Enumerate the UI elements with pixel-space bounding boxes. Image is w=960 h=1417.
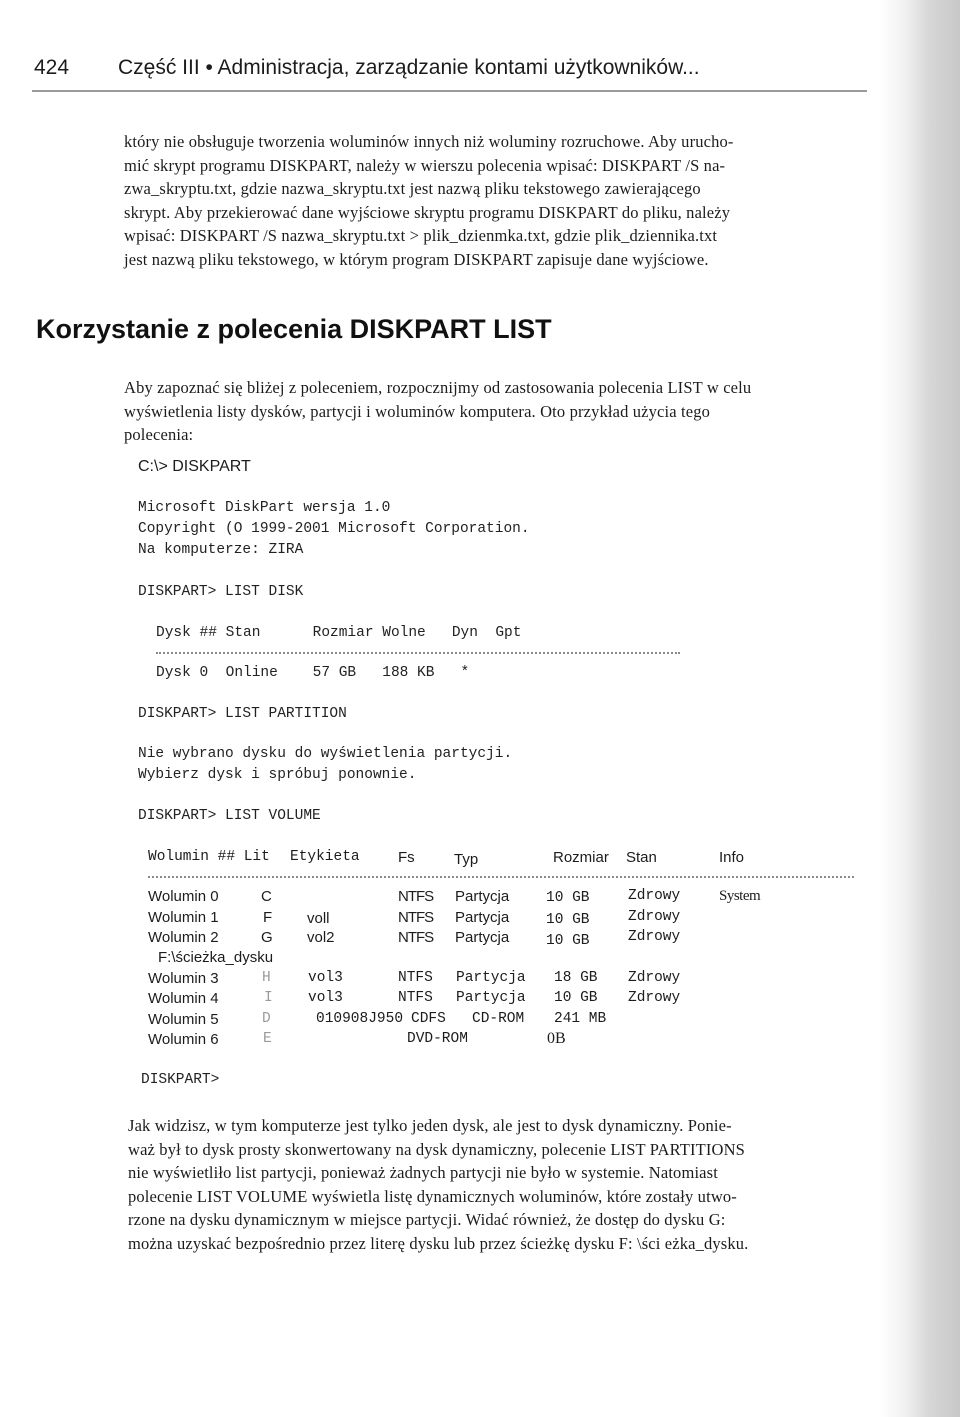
volume-fs: NTFS xyxy=(398,970,433,986)
text-line: mić skrypt programu DISKPART, należy w wierszu polecenia wpisać: DISKPART /S na- xyxy=(124,155,726,175)
volume-table-separator xyxy=(148,876,854,878)
volume-header-size: Rozmiar xyxy=(553,849,609,866)
volume-label: voll xyxy=(307,910,330,927)
prompt-list-disk: DISKPART> LIST DISK xyxy=(138,584,304,600)
text-line: można uzyskać bezpośrednio przez literę dysku lub przez ścieżkę dysku F: \ści eżka_dysku. xyxy=(128,1233,749,1253)
volume-status: Zdrowy xyxy=(628,970,681,986)
volume-letter: E xyxy=(263,1031,272,1047)
volume-size: 18 GB xyxy=(554,970,598,986)
volume-status: Zdrowy xyxy=(628,929,681,945)
disk-table-header: Dysk ## Stan Rozmiar Wolne Dyn Gpt xyxy=(156,625,522,641)
volume-type: Partycja xyxy=(455,909,510,926)
console-banner-2: Copyright (O 1999-2001 Microsoft Corporation. xyxy=(138,521,530,537)
volume-status: Zdrowy xyxy=(628,909,681,925)
section-heading: Korzystanie z polecenia DISKPART LIST xyxy=(36,314,552,344)
volume-type: Partycja xyxy=(456,990,526,1006)
volume-label: vol2 xyxy=(307,929,335,946)
running-header xyxy=(34,56,864,84)
volume-name: Wolumin 6 xyxy=(148,1031,219,1048)
volume-type: DVD-ROM xyxy=(407,1031,468,1047)
volume-fs: NTFS xyxy=(398,990,433,1006)
volume-letter: C xyxy=(261,888,272,905)
volume-type: Partycja xyxy=(455,929,510,946)
volume-size: 10 GB xyxy=(546,933,590,949)
volume-header-fs: Fs xyxy=(398,849,415,866)
volume-header-number-letter: Wolumin ## Lit xyxy=(148,849,270,865)
volume-name: Wolumin 0 xyxy=(148,888,219,905)
final-prompt: DISKPART> xyxy=(141,1072,220,1088)
console-banner-1: Microsoft DiskPart wersja 1.0 xyxy=(138,500,391,516)
volume-fs: CDFS xyxy=(411,1011,446,1027)
text-line: polecenia: xyxy=(124,425,194,445)
text-line: który nie obsługuje tworzenia woluminów innych niż woluminy rozruchowe. Aby urucho- xyxy=(124,132,734,151)
text-line: jest nazwą pliku tekstowego, w którym program DISKPART zapisuje dane wyjściowe. xyxy=(124,249,709,269)
volume-letter: D xyxy=(262,1011,271,1027)
volume-letter: H xyxy=(262,970,271,986)
chapter-title: Część III • Administracja, zarządzanie kontami użytkowników... xyxy=(118,56,700,79)
disk-table-separator xyxy=(156,652,680,654)
volume-type: CD-ROM xyxy=(472,1011,525,1027)
intro-paragraph xyxy=(124,130,866,272)
volume-name: Wolumin 3 xyxy=(148,970,219,987)
volume-fs: NTFS xyxy=(398,909,434,926)
volume-letter: G xyxy=(261,929,273,946)
text-line: wyświetlenia listy dysków, partycji i woluminów komputera. Oto przykład użycia tego xyxy=(124,401,711,421)
text-line: rzone na dysku dynamicznym w miejsce partycji. Widać również, że dostęp do dysku G: xyxy=(128,1210,726,1230)
volume-name: Wolumin 2 xyxy=(148,929,219,946)
section-intro-paragraph xyxy=(124,376,866,447)
volume-fs: NTFS xyxy=(398,888,434,905)
volume-label: vol3 xyxy=(308,970,343,986)
volume-mount-path: F:\ścieżka_dysku xyxy=(158,949,274,966)
text-line: wpisać: DISKPART /S nazwa_skryptu.txt > plik_dzienmka.txt, gdzie plik_dziennika.txt xyxy=(124,226,718,246)
page-number: 424 xyxy=(34,56,70,79)
text-line: waż był to dysk prosty skonwertowany na dysk dynamiczny, polecenie LIST PARTITIONS xyxy=(128,1139,745,1159)
volume-header-type: Typ xyxy=(454,851,479,868)
volume-name: Wolumin 4 xyxy=(148,990,219,1007)
volume-size: 241 MB xyxy=(554,1011,607,1027)
volume-size: 10 GB xyxy=(554,990,598,1006)
partition-message-2: Wybierz dysk i spróbuj ponownie. xyxy=(138,767,417,783)
console-banner-3: Na komputerze: ZIRA xyxy=(138,542,304,558)
volume-size: 10 GB xyxy=(546,890,590,906)
volume-fs: NTFS xyxy=(398,929,434,946)
prompt-list-partition: DISKPART> LIST PARTITION xyxy=(138,706,347,722)
volume-size: 10 GB xyxy=(546,912,590,928)
text-line: Jak widzisz, w tym komputerze jest tylko jeden dysk, ale jest to dysk dynamiczny. Ponie- xyxy=(128,1116,732,1135)
outro-paragraph xyxy=(128,1114,870,1256)
text-line: Aby zapoznać się bliżej z poleceniem, rozpocznijmy od zastosowania polecenia LIST w celu xyxy=(124,378,752,397)
volume-label: vol3 xyxy=(308,990,343,1006)
disk-table-row: Dysk 0 Online 57 GB 188 KB * xyxy=(156,665,470,681)
header-rule xyxy=(32,90,867,92)
volume-header-label: Etykieta xyxy=(290,849,360,865)
volume-letter: F xyxy=(263,909,273,926)
volume-status: Zdrowy xyxy=(628,888,681,904)
partition-message-1: Nie wybrano dysku do wyświetlenia partycji. xyxy=(138,746,513,762)
volume-header-info: Info xyxy=(719,849,745,866)
volume-type: Partycja xyxy=(455,888,510,905)
volume-type: Partycja xyxy=(456,970,526,986)
volume-name: Wolumin 5 xyxy=(148,1011,219,1028)
volume-letter: I xyxy=(264,990,273,1006)
prompt-list-volume: DISKPART> LIST VOLUME xyxy=(138,808,321,824)
volume-label: 010908J950 xyxy=(316,1011,404,1027)
volume-name: Wolumin 1 xyxy=(148,909,219,926)
volume-header-status: Stan xyxy=(626,849,657,866)
text-line: zwa_skryptu.txt, gdzie nazwa_skryptu.txt jest nazwą pliku tekstowego zawierającego xyxy=(124,179,701,199)
text-line: skrypt. Aby przekierować dane wyjściowe skryptu programu DISKPART do pliku, należy xyxy=(124,202,731,222)
text-line: polecenie LIST VOLUME wyświetla listę dynamicznych woluminów, które zostały utwo- xyxy=(128,1186,737,1206)
text-line: nie wyświetliło list partycji, ponieważ żadnych partycji nie było w systemie. Natomiast xyxy=(128,1163,718,1183)
volume-size: 0B xyxy=(547,1030,566,1047)
volume-status: Zdrowy xyxy=(628,990,681,1006)
volume-info: System xyxy=(719,888,761,904)
command-line: C:\> DISKPART xyxy=(138,458,251,475)
